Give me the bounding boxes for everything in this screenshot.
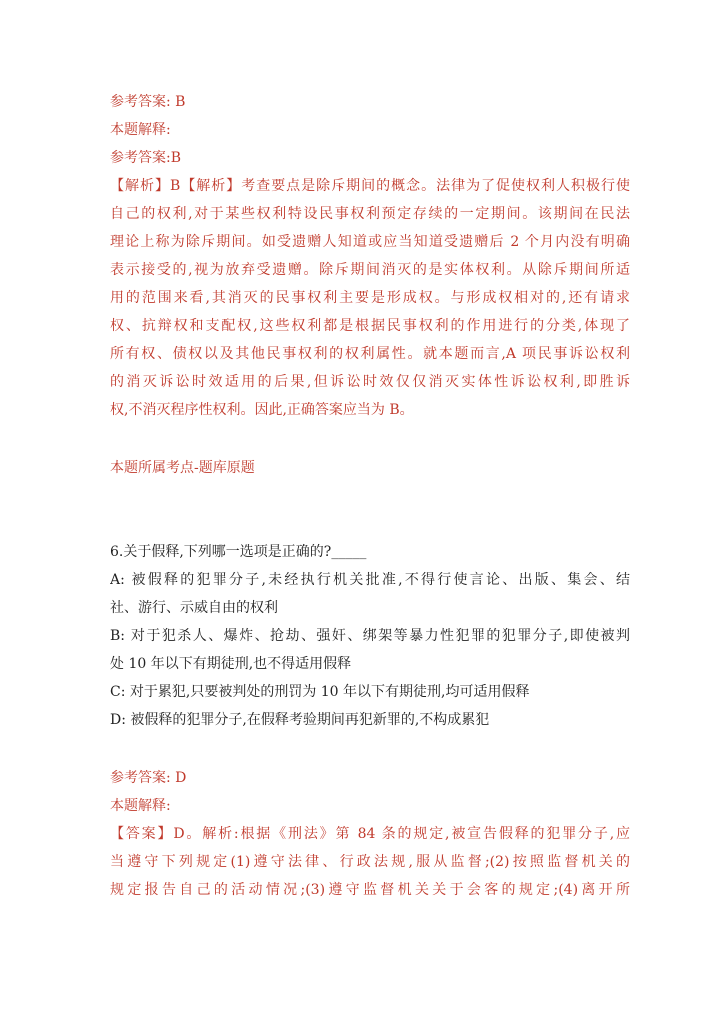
q6-explanation-label: 本题解释:: [110, 798, 171, 814]
q6-option-b: B: 对于犯杀人、爆炸、抢劫、强奸、绑架等暴力性犯罪的犯罪分子,即使被判: [110, 628, 630, 644]
q6-option-b-cont: 处 10 年以下有期徒刑,也不得适用假释: [110, 656, 352, 672]
q5-answer-line-repeat: 参考答案:B: [110, 150, 182, 166]
q6-explanation-line: 当遵守下列规定(1)遵守法律、行政法规,服从监督;(2)按照监督机关的: [110, 854, 630, 870]
q6-option-a: A: 被假释的犯罪分子,未经执行机关批准,不得行使言论、出版、集会、结: [110, 572, 630, 588]
q6-option-d: D: 被假释的犯罪分子,在假释考验期间再犯新罪的,不构成累犯: [110, 712, 490, 728]
q5-explanation-line: 所有权、债权以及其他民事权利的权利属性。就本题而言,A 项民事诉讼权利: [110, 346, 630, 362]
q6-question: 6.关于假释,下列哪一选项是正确的?_____: [110, 544, 367, 560]
q5-explanation-line: 用的范围来看,其消灭的民事权利主要是形成权。与形成权相对的,还有请求: [110, 290, 630, 306]
q6-explanation-line: 规定报告自己的活动情况;(3)遵守监督机关关于会客的规定;(4)离开所: [110, 882, 630, 898]
q5-explanation-line: 理论上称为除斥期间。如受遗赠人知道或应当知道受遗赠后 2 个月内没有明确: [110, 234, 630, 250]
q5-answer-line: 参考答案: B: [110, 94, 186, 110]
q5-explanation-line: 的消灭诉讼时效适用的后果,但诉讼时效仅仅消灭实体性诉讼权利,即胜诉: [110, 374, 630, 390]
q5-explanation-line: 权,不消灭程序性权利。因此,正确答案应当为 B。: [110, 402, 414, 418]
q5-explanation-line: 【解析】B【解析】考查要点是除斥期间的概念。法律为了促使权利人积极行使: [110, 178, 630, 194]
q6-option-c: C: 对于累犯,只要被判处的刑罚为 10 年以下有期徒刑,均可适用假释: [110, 684, 530, 700]
q6-explanation-line: 【答案】D。解析:根据《刑法》第 84 条的规定,被宣告假释的犯罪分子,应: [110, 826, 630, 842]
q5-explanation-line: 表示接受的,视为放弃受遗赠。除斥期间消灭的是实体权利。从除斥期间所适: [110, 262, 630, 278]
q6-answer-line: 参考答案: D: [110, 770, 187, 786]
q5-explanation-line: 权、抗辩权和支配权,这些权利都是根据民事权利的作用进行的分类,体现了: [110, 318, 630, 334]
q5-source-tag: 本题所属考点-题库原题: [110, 460, 255, 476]
q6-option-a-cont: 社、游行、示威自由的权利: [110, 600, 278, 616]
q5-explanation-label: 本题解释:: [110, 122, 171, 138]
q5-explanation-line: 自己的权利,对于某些权利特设民事权利预定存续的一定期间。该期间在民法: [110, 206, 630, 222]
